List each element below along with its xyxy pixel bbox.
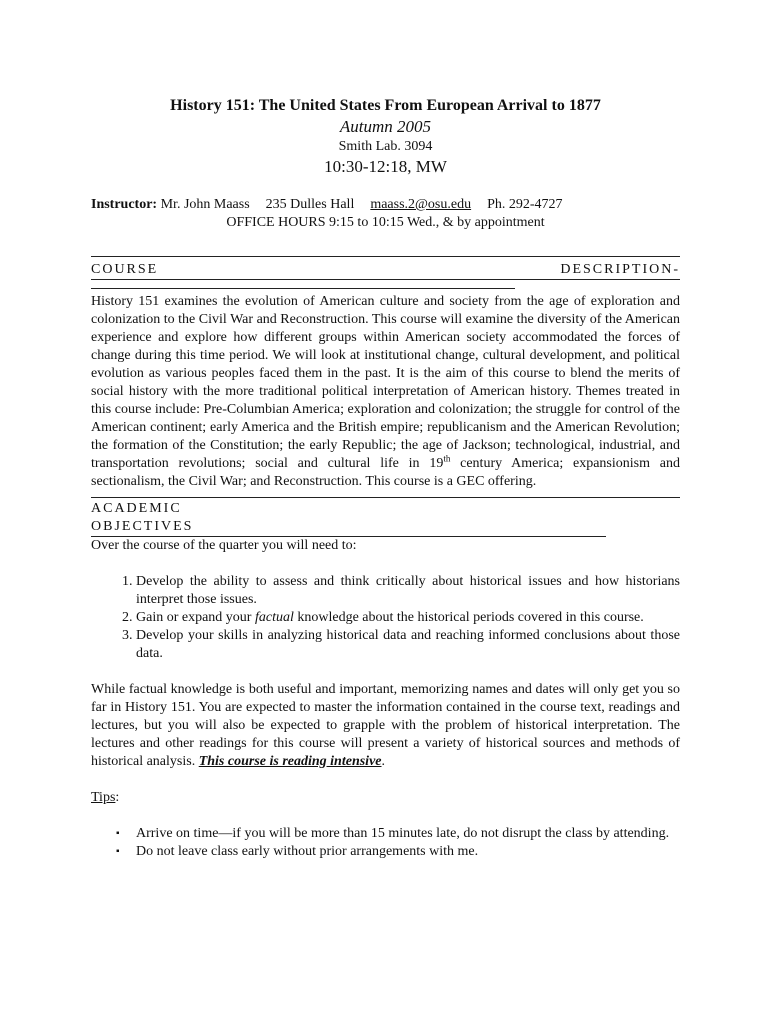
objectives-paragraph: While factual knowledge is both useful and important, memorizing names and dates will only get you so far in History 151. You are expected to master the information contained in the course text, readings and lectures, but you will also be expected to grapple with the problem of historical interpretation. The lectures and other readings for this course will present a variety of historical sources and methods of historical analysis. This course is reading intensive. bbox=[91, 682, 680, 769]
objectives-intro: Over the course of the quarter you will need to: bbox=[91, 538, 357, 553]
list-item: 1. Develop the ability to assess and think critically about historical issues and how historians interpret those issues. bbox=[136, 573, 680, 609]
bullet-icon: ▪ bbox=[116, 828, 120, 839]
course-term: Autumn 2005 bbox=[339, 117, 432, 136]
course-heading-right: DESCRIPTION- bbox=[560, 262, 680, 277]
course-description-text: History 151 examines the evolution of American culture and society from the age of exploration and colonization to the Civil War and Reconstruction. This course will examine the diversity of the American experience and explore how different groups within American society accommodated the forces of change during this time period. We will look at institutional change, cultural development, and political evolution as various peoples faced them in the past. It is the aim of this course to blend the merits of social history with the more traditional political interpretation of American history. Themes treated in this course include: Pre-Columbian America; exploration and colonization; the struggle for control of the American continent; early America and the British empire; republicanism and the American Revolution; the formation of the Constitution; the early Republic; the age of Jackson; technological, industrial, and transportation revolutions; social and cultural life in 19th century America; expansionism and sectionalism, the Civil War; and Reconstruction. This course is a GEC offering. bbox=[91, 294, 680, 489]
office-hours: OFFICE HOURS 9:15 to 10:15 Wed., & by appointment bbox=[226, 215, 545, 230]
tips-heading: Tips: bbox=[91, 790, 120, 805]
course-title: History 151: The United States From European Arrival to 1877 bbox=[170, 97, 601, 114]
spacer bbox=[91, 232, 680, 256]
divider bbox=[91, 497, 680, 498]
syllabus-page bbox=[91, 96, 680, 861]
reading-intensive-emphasis: This course is reading intensive bbox=[198, 754, 382, 769]
instructor-line bbox=[91, 196, 680, 214]
instructor-office: 235 Dulles Hall bbox=[265, 197, 355, 212]
instructor-label: Instructor: bbox=[91, 197, 158, 212]
instructor-email-link[interactable]: maass.2@osu.edu bbox=[370, 197, 472, 212]
course-description-heading bbox=[91, 261, 680, 280]
academic-heading: ACADEMIC bbox=[91, 501, 182, 516]
instructor-phone: Ph. 292-4727 bbox=[487, 197, 563, 212]
heading-underline bbox=[91, 280, 515, 289]
bullet-icon: ▪ bbox=[116, 846, 120, 857]
objectives-list bbox=[91, 573, 680, 663]
tips-list bbox=[91, 825, 680, 861]
list-item: 2. Gain or expand your factual knowledge about the historical periods covered in this course. bbox=[136, 609, 680, 627]
course-room: Smith Lab. 3094 bbox=[338, 139, 433, 154]
course-time: 10:30-12:18, MW bbox=[324, 157, 447, 176]
course-heading-left: COURSE bbox=[91, 262, 159, 277]
instructor-name: Mr. John Maass bbox=[160, 197, 250, 212]
list-item: ▪ Do not leave class early without prior arrangements with me. bbox=[116, 844, 479, 859]
objectives-heading: OBJECTIVES bbox=[91, 518, 606, 537]
list-item: 3. Develop your skills in analyzing historical data and reaching informed conclusions about those data. bbox=[136, 627, 680, 663]
list-item: ▪ Arrive on time—if you will be more than 15 minutes late, do not disrupt the class by attending. bbox=[116, 826, 670, 841]
divider bbox=[91, 256, 680, 257]
